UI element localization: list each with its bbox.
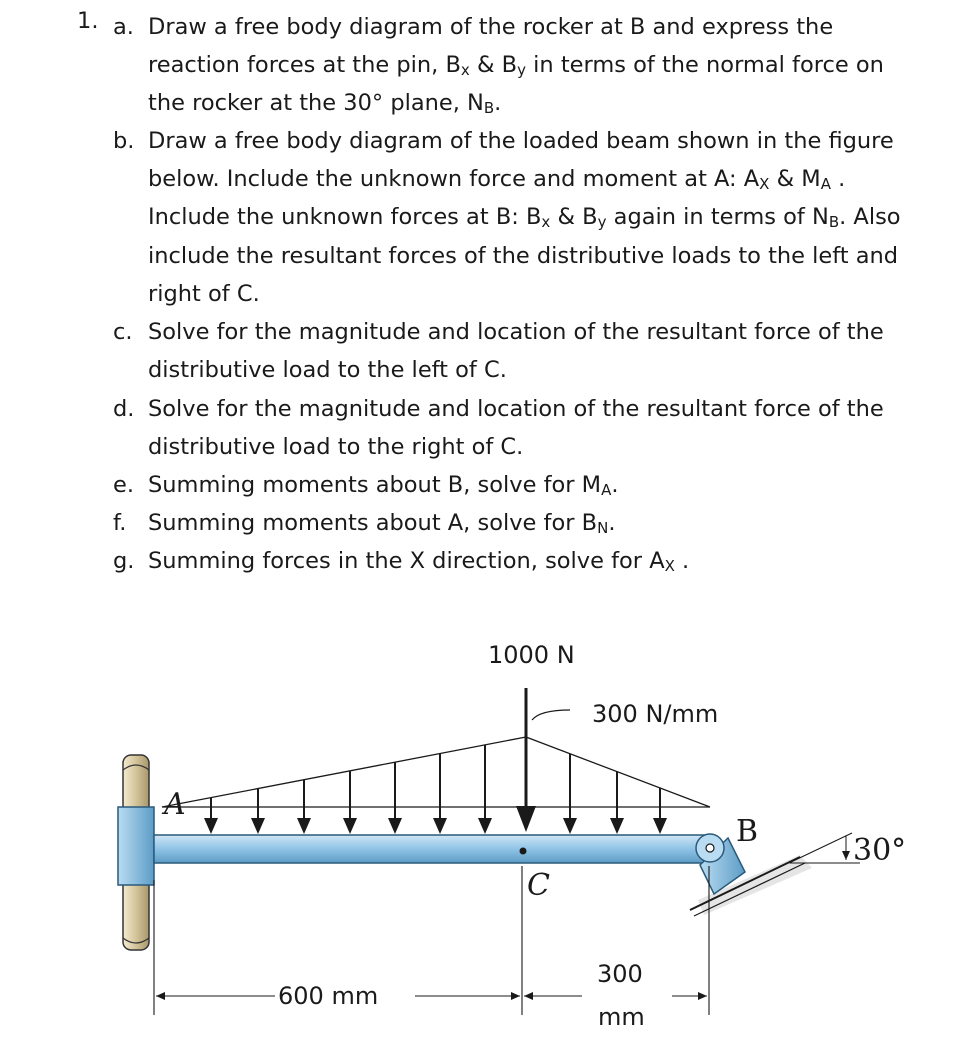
dist-load-label: 300 N/mm — [592, 700, 719, 728]
load-arrow-head — [610, 818, 624, 834]
subscript: X — [664, 557, 675, 575]
subscript: N — [597, 519, 609, 537]
part-label: e. — [113, 472, 134, 498]
fixed-support-block — [118, 807, 154, 885]
part-label: g. — [113, 548, 135, 574]
load-arrow-head — [653, 818, 667, 834]
text-segment: Solve for the magnitude and location of the resultant force of the distributive load to the left of C. — [148, 319, 884, 384]
distributed-load — [162, 737, 710, 834]
beam — [154, 835, 709, 863]
load-arrow-head — [388, 818, 402, 834]
load-arrow-head — [251, 818, 265, 834]
dim-left-label: 600 mm — [278, 982, 379, 1010]
part-label: f. — [113, 510, 127, 536]
text-segment: . — [494, 90, 502, 117]
dim-right-unit: mm — [598, 1003, 645, 1031]
subscript: x — [541, 213, 551, 232]
subscript: B — [828, 213, 840, 232]
angle-label: 30° — [853, 833, 907, 868]
subscript: y — [517, 61, 526, 80]
label-a: A — [164, 787, 186, 822]
text-segment: Summing moments about B, solve for M — [148, 472, 602, 498]
subscript: B — [483, 99, 495, 118]
question-part-4 — [113, 390, 913, 466]
text-segment: & B — [469, 52, 518, 79]
dimension-lines — [154, 880, 707, 1015]
text-segment: . — [611, 472, 619, 498]
dim-right-value: 300 — [597, 960, 643, 988]
load-arrow-head — [563, 818, 577, 834]
text-segment: . — [674, 548, 690, 574]
part-text — [148, 122, 913, 313]
text-segment: & M — [769, 166, 821, 193]
text-segment: Solve for the magnitude and location of the resultant force of the distributive load to the right of C. — [148, 396, 884, 461]
load-arrow-head — [433, 818, 447, 834]
text-segment: Draw a free body diagram of the loaded beam shown in the figure below. Include the unknown force and moment at A: A — [148, 128, 894, 193]
text-segment: Draw a free body diagram of the rocker at B and express the reaction forces at the pin, B — [148, 14, 834, 79]
text-segment: in terms of the normal force on the rocker at the 30° plane, N — [148, 52, 884, 117]
part-label: d. — [113, 396, 135, 422]
load-arrow-head — [297, 818, 311, 834]
part-text — [148, 542, 913, 580]
text-segment: . Include the unknown forces at B: B — [148, 166, 846, 231]
question-part-7 — [113, 542, 913, 580]
load-arrow-head — [204, 818, 218, 834]
part-label: c. — [113, 319, 133, 345]
question-part-3 — [113, 313, 913, 389]
question-part-5 — [113, 466, 913, 504]
part-text — [148, 313, 913, 389]
subscript: x — [460, 61, 470, 80]
part-text — [148, 8, 913, 123]
text-segment: again in terms of N — [606, 204, 829, 231]
question-part-1 — [113, 8, 913, 123]
question-number: 1. — [77, 8, 99, 34]
label-b: B — [736, 814, 759, 849]
text-segment: . Also include the resultant forces of the distributive loads to the left and right of C. — [148, 204, 901, 307]
load-arrow-head — [478, 818, 492, 834]
part-text — [148, 504, 913, 542]
subscript: A — [820, 175, 831, 194]
part-label: a. — [113, 14, 134, 40]
load-arrow-head — [343, 818, 357, 834]
question-part-6 — [113, 504, 913, 542]
question-part-2 — [113, 122, 913, 313]
text-segment: Summing moments about A, solve for B — [148, 510, 598, 536]
part-text — [148, 466, 913, 504]
text-segment: & B — [550, 204, 598, 231]
subscript: y — [597, 213, 607, 232]
dist-load-leader — [532, 710, 570, 720]
subscript: A — [601, 481, 612, 499]
point-c-dot — [520, 848, 527, 855]
part-text — [148, 390, 913, 466]
beam-figure — [0, 610, 955, 1049]
point-load-label: 1000 N — [488, 641, 575, 669]
subscript: X — [759, 175, 770, 194]
point-load-arrow — [516, 688, 536, 832]
text-segment: . — [608, 510, 616, 536]
part-label: b. — [113, 128, 135, 154]
text-segment: Summing forces in the X direction, solve for A — [148, 548, 665, 574]
label-c: C — [527, 868, 550, 903]
